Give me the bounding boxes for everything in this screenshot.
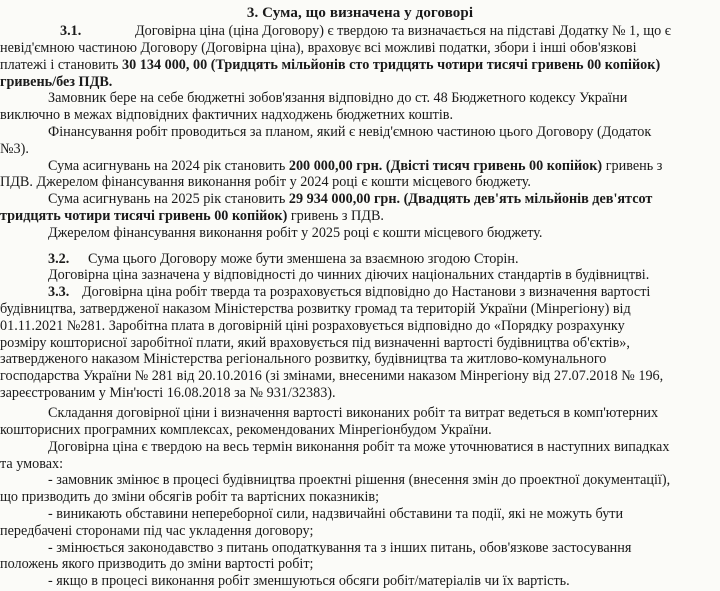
year-2024-amount: 200 000,00 грн. (Двісті тисяч гривень 00 копійок): [288, 157, 603, 174]
case-2-line-1: - виникають обставини непереборної сили, надзвичайні обставини та події, які не можуть бути: [48, 505, 624, 522]
clause-3-1-line-3: [0, 56, 720, 74]
drafting-line-1: Складання договірної ціни і визначення вартості виконаних робіт та витрат ведеться в комп'ютерних: [48, 405, 659, 422]
clause-3-1-line-1: Договірна ціна (ціна Договору) є твердою та визначається на підставі Додатку № 1, що є: [135, 23, 671, 40]
clause-number-3-2: 3.2.: [48, 250, 70, 267]
clause-3-3-line-4: розміру кошторисної заробітної плати, який враховується під визначенні вартості будівництва об'єктів»,: [0, 334, 630, 351]
year-2025-suffix: гривень з ПДВ.: [287, 207, 384, 224]
year-2024-line-2: ПДВ. Джерелом фінансування виконання робіт у 2024 році є кошти місцевого бюджету.: [0, 174, 531, 191]
financing-line-1: Фінансування робіт проводиться за планом, який є невід'ємною частиною цього Договору (Додаток: [48, 124, 652, 140]
clause-3-3-line-2: будівництва, затвердженої наказом Міністерства розвитку громад та територій України (Мінрегіону) від: [0, 301, 631, 317]
case-4-line: - якщо в процесі виконання робіт зменшуються обсяги робіт/матеріалів чи їх вартість.: [48, 573, 570, 589]
clause-3-3-line-1: Договірна ціна робіт тверда та розраховується відповідно до Настанови з визначення вартості: [82, 284, 651, 301]
year-2025-line-1: [0, 190, 720, 208]
clause-3-1-line-2: невід'ємною частиною Договору (Договірна ціна), враховує всі можливі податки, збори і інші обов'язкові: [0, 40, 637, 57]
case-1-line-2: що призводить до зміни обсягів робіт та вартісних показників;: [0, 489, 380, 506]
year-2025-text: Сума асигнувань на 2025 рік становить: [48, 191, 289, 207]
year-2024-text: Сума асигнувань на 2024 рік становить: [48, 157, 289, 174]
budget-line-2: виключно в межах відповідних фактичних надходжень бюджетних коштів.: [0, 107, 454, 124]
case-3-line-2: положень якого призводить до зміни вартості робіт;: [0, 556, 314, 573]
clause-3-1-line-4: гривень/без ПДВ.: [0, 73, 113, 90]
case-2-line-2: передбачені сторонами під час укладення договору;: [0, 522, 314, 539]
year-2025-amount: 29 934 000,00 грн. (Двадцять дев'ять мільйонів дев'ятсот: [288, 191, 653, 207]
firm-price-line-2: та умовах:: [0, 455, 64, 472]
contract-price-amount: 30 134 000, 00 (Тридцять мільйонів сто тридцять чотири тисячі гривень 00 копійок): [122, 56, 661, 73]
clause-3-2-line-2: Договірна ціна зазначена у відповідності до чинних діючих національних стандартів в будівництві.: [48, 267, 650, 284]
clause-3-3-line-7: зареєстрованим у Мін'юсті 16.08.2018 за № 931/32383).: [0, 384, 336, 401]
year-2024-line-1: [0, 157, 720, 175]
clause-3-3-line-6: господарства України № 281 від 20.10.2016 (зі змінами, внесеними наказом Мінрегіону від 27.07.2018 № 196,: [0, 368, 664, 384]
firm-price-line-1: Договірна ціна є твердою на весь термін виконання робіт та може уточнюватися в наступних випадках: [48, 438, 670, 455]
case-3-line-1: - змінюється законодавство з питань оподаткування та з інших питань, обов'язкове застосування: [48, 539, 632, 556]
year-2024-suffix: гривень з: [602, 157, 663, 174]
clause-number-3-1: 3.1.: [60, 23, 82, 40]
section-title: 3. Сума, що визначена у договорі: [246, 5, 474, 21]
year-2025-line-3: Джерелом фінансування виконання робіт у 2025 році є кошти місцевого бюджету.: [48, 224, 543, 241]
financing-line-2: №3).: [0, 140, 29, 157]
clause-3-1-text: платежі і становить: [0, 56, 123, 73]
drafting-line-2: кошторисних програмних комплексах, рекомендованих Мінрегіонбудом України.: [0, 422, 492, 439]
case-1-line-1: - замовник змінює в процесі будівництва проектні рішення (внесення змін до проектної документації),: [48, 472, 671, 489]
clause-number-3-3: 3.3.: [48, 284, 70, 301]
clause-3-3-line-3: 01.11.2021 №281. Заробітна плата в договірній ціні розраховується відповідно до «Порядку розрахунку: [0, 317, 625, 334]
budget-line-1: Замовник бере на себе бюджетні зобов'язання відповідно до ст. 48 Бюджетного кодексу України: [48, 90, 628, 107]
year-2025-amount-words: тридцять чотири тисячі гривень 00 копійок): [0, 207, 288, 224]
year-2025-line-2: [0, 207, 720, 225]
clause-3-3-line-5: затвердженого наказом Міністерства регіонального розвитку, будівництва та житлово-комунального: [0, 351, 607, 368]
clause-3-2-line-1: Сума цього Договору може бути зменшена за взаємною згодою Сторін.: [88, 250, 519, 267]
